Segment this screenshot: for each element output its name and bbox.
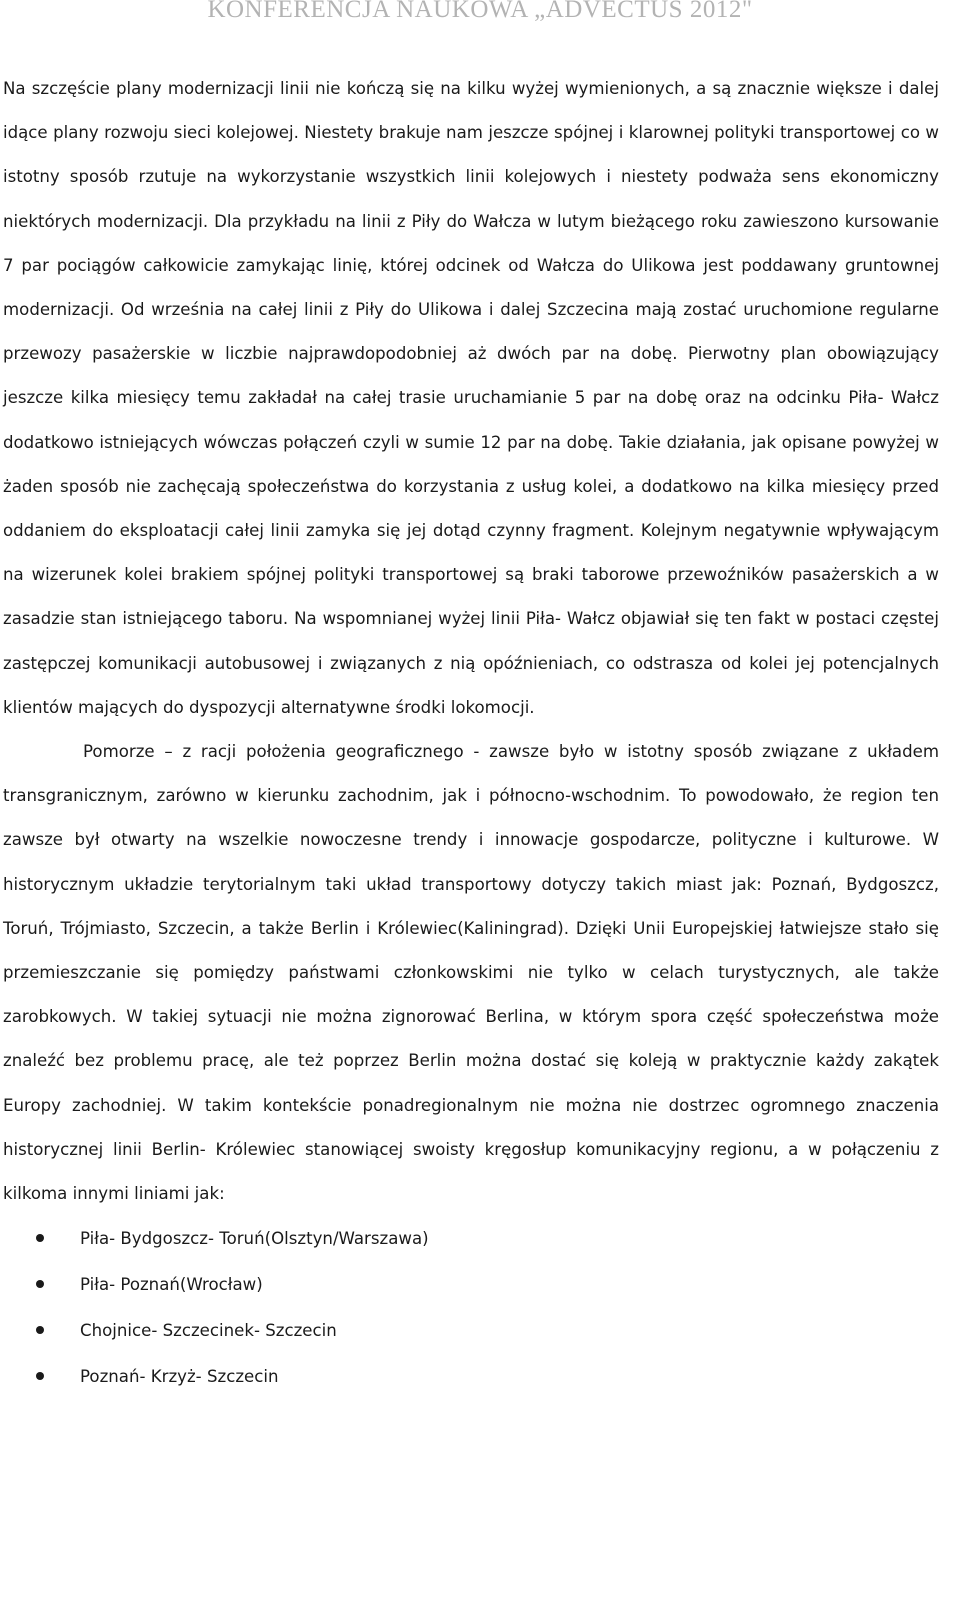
running-header: KONFERENCJA NAUKOWA „ADVECTUS 2012": [207, 0, 753, 23]
bullet-icon: [36, 1280, 44, 1288]
document-body: [3, 67, 939, 1400]
list-item: [3, 1308, 939, 1354]
list-item-text: Piła- Bydgoszcz- Toruń(Olsztyn/Warszawa): [80, 1229, 429, 1249]
list-item-text: Poznań- Krzyż- Szczecin: [80, 1367, 279, 1387]
list-item: [3, 1216, 939, 1262]
bullet-icon: [36, 1234, 44, 1242]
list-item-text: Chojnice- Szczecinek- Szczecin: [80, 1321, 337, 1341]
railway-lines-list: [3, 1216, 939, 1400]
list-item: [3, 1262, 939, 1308]
paragraph-pomorze: Pomorze – z racji położenia geograficznego - zawsze było w istotny sposób związane z układem transgranicznym, zarówno w kierunku zachodnim, jak i północno-wschodnim. To powodowało, że region ten zawsze był otwarty na wszelkie nowoczesne trendy i innowacje gospodarcze, polityczne i kulturowe. W historycznym układzie terytorialnym taki układ transportowy dotyczy takich miast jak: Poznań, Bydgoszcz, Toruń, Trójmiasto, Szczecin, a także Berlin i Królewiec(Kaliningrad). Dzięki Unii Europejskiej łatwiejsze stało się przemieszczanie się pomiędzy państwami członkowskimi nie tylko w celach turystycznych, ale także zarobkowych. W takiej sytuacji nie można zignorować Berlina, w którym spora część społeczeństwa może znaleźć bez problemu pracę, ale też poprzez Berlin można dostać się koleją w praktycznie każdy zakątek Europy zachodniej. W takim kontekście ponadregionalnym nie można nie dostrzec ogromnego znaczenia historycznej linii Berlin- Królewiec stanowiącej swoisty kręgosłup komunikacyjny regionu, a w połączeniu z kilkoma innymi liniami jak:: [3, 742, 939, 1204]
paragraph-modernization: Na szczęście plany modernizacji linii nie kończą się na kilku wyżej wymienionych, a są znacznie większe i dalej idące plany rozwoju sieci kolejowej. Niestety brakuje nam jeszcze spójnej i klarownej polityki transportowej co w istotny sposób rzutuje na wykorzystanie wszystkich linii kolejowych i niestety podważa sens ekonomiczny niektórych modernizacji. Dla przykładu na linii z Piły do Wałcza w lutym bieżącego roku zawieszono kursowanie 7 par pociągów całkowicie zamykając linię, której odcinek od Wałcza do Ulikowa jest poddawany gruntownej modernizacji. Od września na całej linii z Piły do Ulikowa i dalej Szczecina mają zostać uruchomione regularne przewozy pasażerskie w liczbie najprawdopodobniej aż dwóch par na dobę. Pierwotny plan obowiązujący jeszcze kilka miesięcy temu zakładał na całej trasie uruchamianie 5 par na dobę oraz na odcinku Piła- Wałcz dodatkowo istniejących wówczas połączeń czyli w sumie 12 par na dobę. Takie działania, jak opisane powyżej w żaden sposób nie zachęcają społeczeństwa do korzystania z usług kolei, a dodatkowo na kilka miesięcy przed oddaniem do eksploatacji całej linii zamyka się jej dotąd czynny fragment. Kolejnym negatywnie wpływającym na wizerunek kolei brakiem spójnej polityki transportowej są braki taborowe przewoźników pasażerskich a w zasadzie stan istniejącego taboru. Na wspomnianej wyżej linii Piła- Wałcz objawiał się ten fakt w postaci częstej zastępczej komunikacji autobusowej i związanych z nią opóźnieniach, co odstrasza od kolei jej potencjalnych klientów mających do dyspozycji alternatywne środki lokomocji.: [3, 79, 939, 717]
list-item: [3, 1354, 939, 1400]
bullet-icon: [36, 1372, 44, 1380]
list-item-text: Piła- Poznań(Wrocław): [80, 1275, 263, 1295]
bullet-icon: [36, 1326, 44, 1334]
